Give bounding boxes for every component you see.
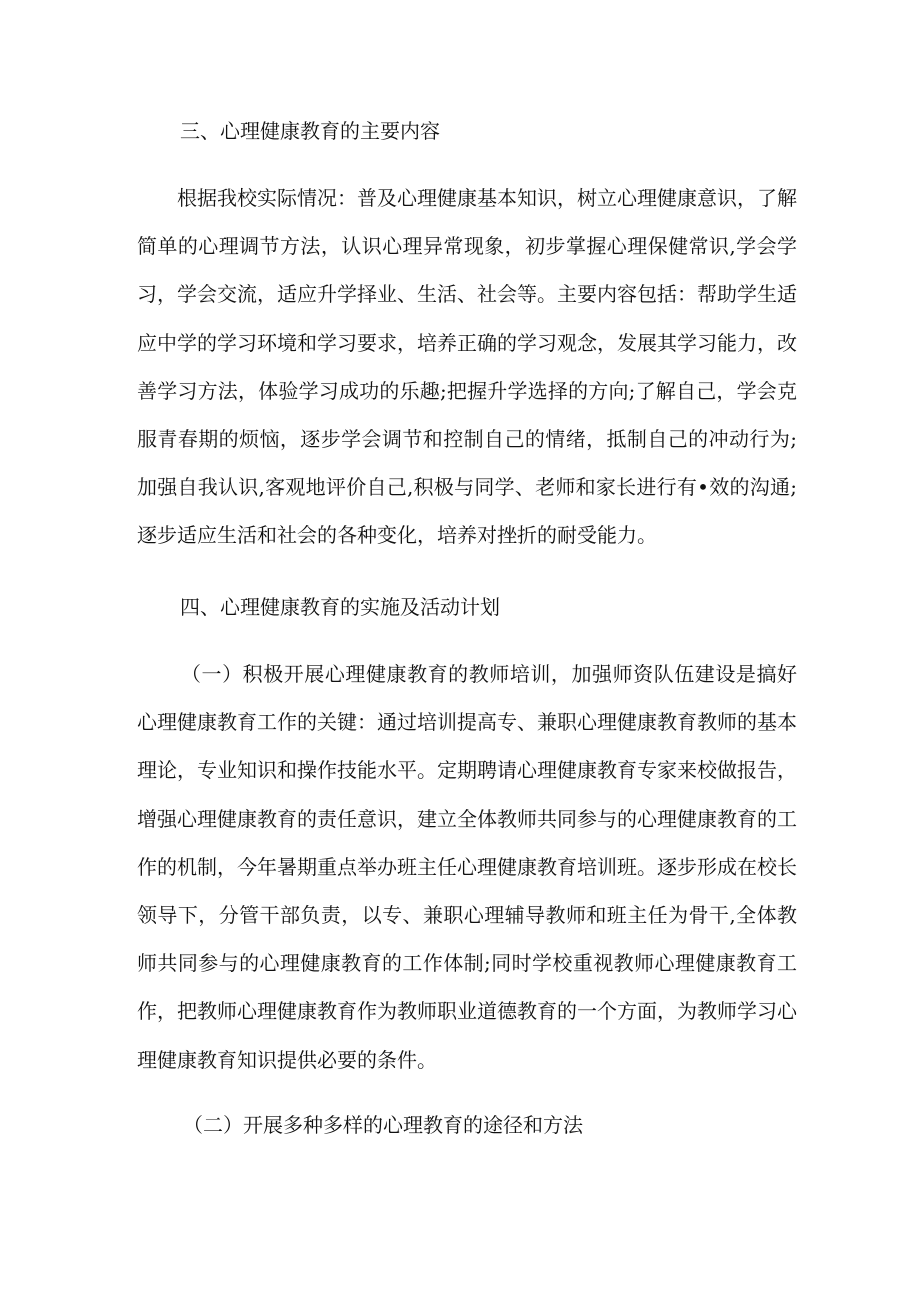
section-4-heading: 四、心理健康教育的实施及活动计划 — [180, 595, 500, 619]
section-4-item-1-paragraph: （一）积极开展心理健康教育的教师培训，加强师资队伍建设是搞好心理健康教育工作的关键：通过培训提高专、兼职心理健康教育教师的基本理论，专业知识和操作技能水平。定期聘请心理健康教育专家来校做报告，增强心理健康教育的责任意识，建立全体教师共同参与的心理健康教育的工作的机制，今年暑期重点举办班主任心理健康教育培训班。逐步形成在校长领导下，分管干部负责，以专、兼职心理辅导教师和班主任为骨干,全体教师共同参与的心理健康教育的工作体制;同时学校重视教师心理健康教育工作，把教师心理健康教育作为教师职业道德教育的一个方面，为教师学习心理健康教育知识提供必要的条件。 — [137, 662, 797, 1072]
section-3-heading: 三、心理健康教育的主要内容 — [180, 119, 440, 143]
section-4-item-2-heading: （二）开展多种多样的心理教育的途径和方法 — [183, 1113, 583, 1137]
section-3-paragraph: 根据我校实际情况：普及心理健康基本知识，树立心理健康意识，了解简单的心理调节方法，认识心理异常现象，初步掌握心理保健常识,学会学习，学会交流，适应升学择业、生活、社会等。主要内容包括：帮助学生适应中学的学习环境和学习要求，培养正确的学习观念，发展其学习能力，改善学习方法，体验学习成功的乐趣;把握升学选择的方向;了解自己，学会克服青春期的烦恼，逐步学会调节和控制自己的情绪，抵制自己的冲动行为;加强自我认识,客观地评价自己,积极与同学、老师和家长进行有•效的沟通;逐步适应生活和社会的各种变化，培养对挫折的耐受能力。 — [137, 186, 797, 548]
